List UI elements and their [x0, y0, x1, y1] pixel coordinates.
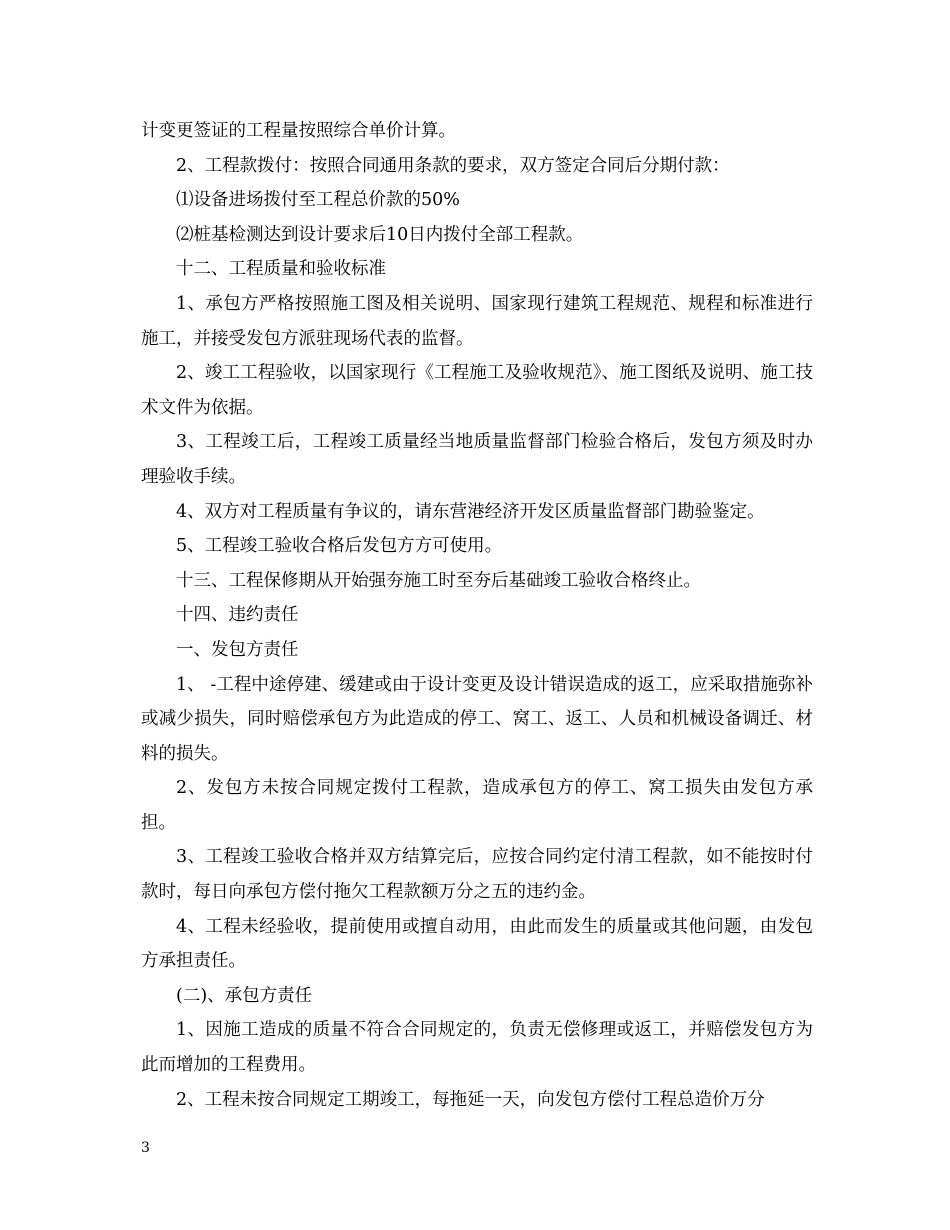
paragraph-contractor-1: 1、因施工造成的质量不符合合同规定的，负责无偿修理或返工，并赔偿发包方为此而增加的工程费用。 — [141, 1020, 813, 1076]
paragraph-quality-3: 3、工程竣工后，工程竣工质量经当地质量监督部门检验合格后，发包方须及时办理验收手续。 — [141, 432, 813, 487]
section-heading-warranty: 十三、工程保修期从开始强夯施工时至夯后基础竣工验收合格终止。 — [176, 570, 701, 591]
section-heading-quality: 十二、工程质量和验收标准 — [176, 259, 386, 280]
paragraph-payment-item-2: ⑵桩基检测达到设计要求后10日内拨付全部工程款。 — [176, 224, 584, 245]
paragraph-quality-1: 1、承包方严格按照施工图及相关说明、国家现行建筑工程规范、规程和标准进行施工，并接受发包方派驻现场代表的监督。 — [141, 293, 813, 349]
paragraph-payment-item-1: ⑴设备进场拨付至工程总价款的50% — [176, 190, 460, 211]
document-body — [141, 114, 813, 1117]
paragraph-employer-4: 4、工程未经验收，提前使用或擅自动用，由此而发生的质量或其他问题，由发包方承担责任。 — [141, 916, 813, 972]
paragraph-employer-1: 1、 -工程中途停建、缓建或由于设计变更及设计错误造成的返工，应采取措施弥补或减少损失，同时赔偿承包方为此造成的停工、窝工、返工、人员和机械设备调迁、材料的损失。 — [141, 674, 813, 764]
paragraph-contractor-2: 2、工程未按合同规定工期竣工，每拖延一天，向发包方偿付工程总造价万分 — [176, 1089, 765, 1110]
subheading-contractor-liability: (二)、承包方责任 — [176, 985, 313, 1006]
paragraph-quality-4: 4、双方对工程质量有争议的，请东营港经济开发区质量监督部门勘验鉴定。 — [176, 501, 765, 522]
subheading-employer-liability: 一、发包方责任 — [176, 639, 299, 660]
paragraph-quality-5: 5、工程竣工验收合格后发包方方可使用。 — [176, 536, 503, 557]
paragraph-employer-2: 2、发包方未按合同规定拨付工程款，造成承包方的停工、窝工损失由发包方承担。 — [141, 778, 813, 833]
section-heading-liability: 十四、违约责任 — [176, 605, 299, 626]
page-number: 3 — [141, 1140, 150, 1156]
paragraph-payment: 2、工程款拨付：按照合同通用条款的要求，双方签定合同后分期付款： — [176, 155, 730, 176]
paragraph-continuation: 计变更签证的工程量按照综合单价计算。 — [141, 121, 456, 141]
paragraph-quality-2: 2、竣工工程验收，以国家现行《工程施工及验收规范》、施工图纸及说明、施工技术文件为依据。 — [141, 363, 813, 418]
paragraph-employer-3: 3、工程竣工验收合格并双方结算完后，应按合同约定付清工程款，如不能按时付款时，每日向承包方偿付拖欠工程款额万分之五的违约金。 — [141, 847, 813, 903]
